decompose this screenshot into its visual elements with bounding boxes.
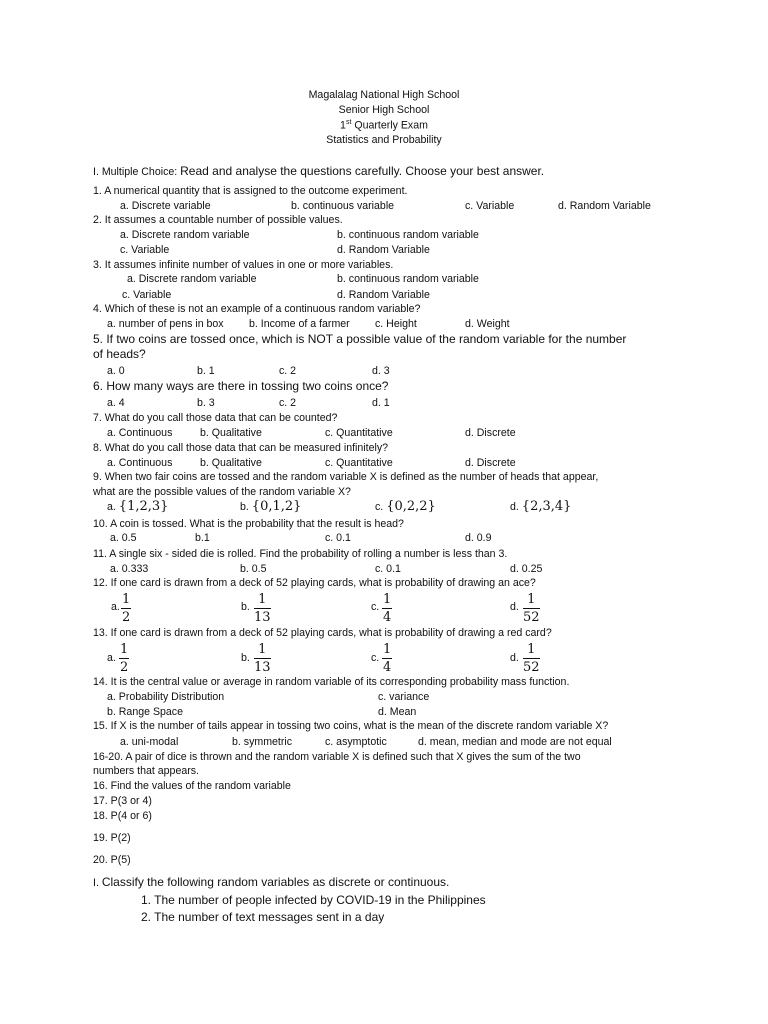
choice-2a: a. Discrete random variable [120, 229, 250, 241]
choice-13d-letter: d. [510, 652, 519, 664]
choice-13a-letter: a. [107, 652, 116, 664]
choice-8c: c. Quantitative [325, 457, 393, 469]
part2-heading: I. Classify the following random variables as discrete or continuous. [93, 875, 450, 889]
choice-6b: b. 3 [197, 397, 215, 409]
question-2: 2. It assumes a countable number of possible values. [93, 214, 343, 226]
choice-1a: a. Discrete variable [120, 200, 211, 212]
choice-5d: d. 3 [372, 365, 390, 377]
choice-12d-letter: d. [510, 601, 519, 613]
choice-7b: b. Qualitative [200, 427, 262, 439]
question-5-line1: 5. If two coins are tossed once, which is NOT a possible value of the random variable for the number [93, 332, 627, 346]
question-3: 3. It assumes infinite number of values in one or more variables. [93, 259, 394, 271]
choice-6d: d. 1 [372, 397, 390, 409]
question-6: 6. How many ways are there in tossing two coins once? [93, 379, 389, 393]
choice-6c: c. 2 [279, 397, 297, 409]
choice-14a: a. Probability Distribution [107, 691, 225, 703]
choice-14c: c. variance [378, 691, 430, 703]
question-19: 19. P(2) [93, 832, 131, 844]
choice-5c: c. 2 [279, 365, 297, 377]
choice-15d: d. mean, median and mode are not equal [418, 736, 612, 748]
part1-heading: I. Multiple Choice: Read and analyse the questions carefully. Choose your best answer. [93, 164, 545, 178]
choice-4b: b. Income of a farmer [249, 318, 350, 330]
choice-7a: a. Continuous [107, 427, 173, 439]
choice-11d: d. 0.25 [510, 563, 543, 575]
choice-3b: b. continuous random variable [337, 273, 479, 285]
question-9-line2: what are the possible values of the random variable X? [93, 486, 351, 498]
choice-12b-letter: b. [241, 601, 250, 613]
choice-12a-fraction: 1 2 [122, 592, 131, 625]
choice-10d: d. 0.9 [465, 532, 492, 544]
question-12: 12. If one card is drawn from a deck of 52 playing cards, what is probability of drawing an ace? [93, 577, 536, 589]
choice-13c-letter: c. [371, 652, 380, 664]
choice-8b: b. Qualitative [200, 457, 262, 469]
classify-item-1: 1. The number of people infected by COVID-19 in the Philippines [141, 893, 486, 907]
subject-title: Statistics and Probability [326, 134, 442, 146]
classify-item-2: 2. The number of text messages sent in a day [141, 910, 385, 924]
choice-9a: a. {1,2,3} [107, 499, 169, 514]
choice-11a: a. 0.333 [110, 563, 149, 575]
exam-title: 1st Quarterly Exam [340, 119, 428, 132]
choice-12d-fraction: 1 52 [523, 592, 540, 625]
question-7: 7. What do you call those data that can be counted? [93, 412, 338, 424]
question-8: 8. What do you call those data that can be measured infinitely? [93, 442, 389, 454]
choice-10a: a. 0.5 [110, 532, 137, 544]
question-9-line1: 9. When two fair coins are tossed and the random variable X is defined as the number of heads that appear, [93, 471, 599, 483]
choice-13c-fraction: 1 4 [383, 642, 392, 675]
choice-2b: b. continuous random variable [337, 229, 479, 241]
choice-3a: a. Discrete random variable [127, 273, 257, 285]
question-20: 20. P(5) [93, 854, 131, 866]
choice-12b-fraction: 1 13 [254, 592, 271, 625]
choice-3d: d. Random Variable [337, 289, 430, 301]
question-17: 17. P(3 or 4) [93, 795, 152, 807]
choice-13a-fraction: 1 2 [120, 642, 129, 675]
choice-10b: b.1 [195, 532, 210, 544]
question-16-20-line1: 16-20. A pair of dice is thrown and the random variable X is defined such that X gives the sum of the two [93, 751, 581, 763]
choice-12c-fraction: 1 4 [383, 592, 392, 625]
choice-15c: c. asymptotic [325, 736, 387, 748]
question-16: 16. Find the values of the random variable [93, 780, 291, 792]
choice-14b: b. Range Space [107, 706, 183, 718]
question-16-20-line2: numbers that appears. [93, 765, 199, 777]
choice-4c: c. Height [375, 318, 417, 330]
choice-9d: d. {2,3,4} [510, 499, 572, 514]
choice-4d: d. Weight [465, 318, 510, 330]
choice-11c: c. 0.1 [375, 563, 401, 575]
choice-1b: b. continuous variable [291, 200, 395, 212]
choice-12a-letter: a. [111, 601, 120, 613]
choice-10c: c. 0.1 [325, 532, 351, 544]
question-11: 11. A single six - sided die is rolled. Find the probability of rolling a number is less than 3. [93, 548, 508, 560]
question-14: 14. It is the central value or average in random variable of its corresponding probability mass function. [93, 676, 570, 688]
school-name: Magalalag National High School [308, 89, 460, 101]
choice-15a: a. uni-modal [120, 736, 179, 748]
choice-15b: b. symmetric [232, 736, 293, 748]
choice-9b: b. {0,1,2} [240, 499, 302, 514]
question-4: 4. Which of these is not an example of a continuous random variable? [93, 303, 421, 315]
question-1: 1. A numerical quantity that is assigned to the outcome experiment. [93, 185, 408, 197]
choice-13b-letter: b. [241, 652, 250, 664]
choice-9c: c. {0,2,2} [375, 499, 436, 514]
school-division: Senior High School [338, 104, 430, 116]
question-15: 15. If X is the number of tails appear in tossing two coins, what is the mean of the discrete random variable X? [93, 720, 609, 732]
choice-3c: c. Variable [122, 289, 172, 301]
choice-8d: d. Discrete [465, 457, 516, 469]
choice-2d: d. Random Variable [337, 244, 430, 256]
choice-13d-fraction: 1 52 [523, 642, 540, 675]
choice-11b: b. 0.5 [240, 563, 267, 575]
choice-1d: d. Random Variable [558, 200, 651, 212]
choice-13b-fraction: 1 13 [254, 642, 271, 675]
choice-8a: a. Continuous [107, 457, 173, 469]
choice-2c: c. Variable [120, 244, 170, 256]
choice-5a: a. 0 [107, 365, 125, 377]
choice-14d: d. Mean [378, 706, 417, 718]
question-10: 10. A coin is tossed. What is the probability that the result is head? [93, 518, 404, 530]
choice-7c: c. Quantitative [325, 427, 393, 439]
choice-1c: c. Variable [465, 200, 515, 212]
choice-6a: a. 4 [107, 397, 125, 409]
choice-7d: d. Discrete [465, 427, 516, 439]
choice-5b: b. 1 [197, 365, 215, 377]
choice-4a: a. number of pens in box [107, 318, 224, 330]
question-13: 13. If one card is drawn from a deck of 52 playing cards, what is probability of drawing a red card? [93, 627, 552, 639]
choice-12c-letter: c. [371, 601, 380, 613]
question-5-line2: of heads? [93, 347, 146, 361]
question-18: 18. P(4 or 6) [93, 810, 152, 822]
